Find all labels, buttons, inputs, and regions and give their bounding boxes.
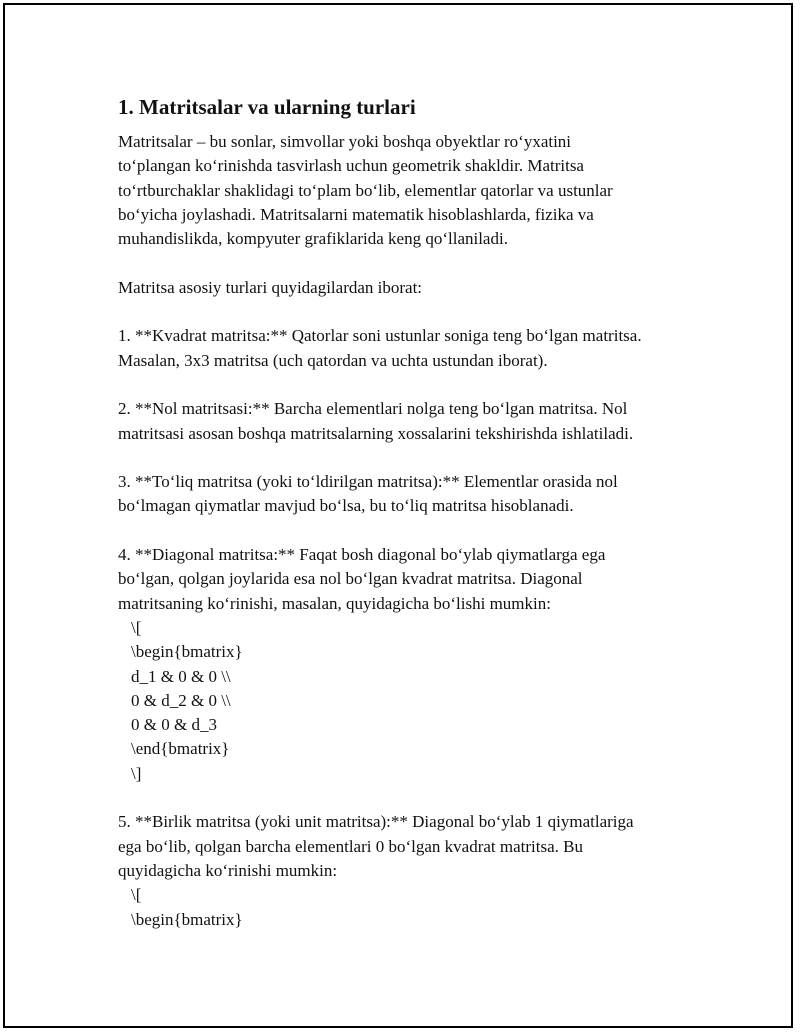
paragraph-line: to‘plangan ko‘rinishda tasvirlash uchun geometrik shakldir. Matritsa xyxy=(118,156,584,176)
paragraph-line: bo‘yicha joylashadi. Matritsalarni matematik hisoblashlarda, fizika va xyxy=(118,204,594,224)
blank-line xyxy=(118,446,718,470)
section-heading: 1. Matritsalar va ularning turlari xyxy=(118,95,416,119)
list-item-line: matritsasi asosan boshqa matritsalarning xossalarini tekshirishda ishlatiladi. xyxy=(118,423,634,443)
paragraph-line: muhandislikda, kompyuter grafiklarida keng qo‘llaniladi. xyxy=(118,229,508,249)
blank-line xyxy=(118,300,718,324)
latex-line: 0 & d_2 & 0 \\ xyxy=(131,690,231,710)
latex-line: \[ xyxy=(131,885,142,905)
blank-line xyxy=(118,251,718,275)
list-item-line: ega bo‘lib, qolgan barcha elementlari 0 bo‘lgan kvadrat matritsa. Bu xyxy=(118,836,583,856)
blank-line xyxy=(118,519,718,543)
paragraph-line: to‘rtburchaklar shaklidagi to‘plam bo‘lib, elementlar qatorlar va ustunlar xyxy=(118,180,613,200)
paragraph-line: Matritsalar – bu sonlar, simvollar yoki boshqa obyektlar ro‘yxatini xyxy=(118,132,572,151)
latex-line: \begin{bmatrix} xyxy=(131,909,243,929)
latex-line: \begin{bmatrix} xyxy=(131,642,243,662)
latex-line: d_1 & 0 & 0 \\ xyxy=(131,666,231,686)
list-item-line: Masalan, 3x3 matritsa (uch qatordan va uchta ustundan iborat). xyxy=(118,350,548,370)
document-body xyxy=(118,93,718,932)
list-item-line: 2. **Nol matritsasi:** Barcha elementlari nolga teng bo‘lgan matritsa. Nol xyxy=(118,399,628,419)
list-item-line: matritsaning ko‘rinishi, masalan, quyidagicha bo‘lishi mumkin: xyxy=(118,593,551,613)
list-item-line: 3. **To‘liq matritsa (yoki to‘ldirilgan matritsa):** Elementlar orasida nol xyxy=(118,472,618,492)
list-item-line: quyidagicha ko‘rinishi mumkin: xyxy=(118,860,338,880)
blank-line xyxy=(118,373,718,397)
list-item-line: 4. **Diagonal matritsa:** Faqat bosh diagonal bo‘ylab qiymatlarga ega xyxy=(118,545,606,565)
list-item-line: bo‘lgan, qolgan joylarida esa nol bo‘lgan kvadrat matritsa. Diagonal xyxy=(118,569,583,589)
latex-line: 0 & 0 & d_3 xyxy=(131,715,217,735)
latex-line: \end{bmatrix} xyxy=(131,739,230,759)
list-item-line: bo‘lmagan qiymatlar mavjud bo‘lsa, bu to‘liq matritsa hisoblanadi. xyxy=(118,496,574,516)
list-item-line: 5. **Birlik matritsa (yoki unit matritsa):** Diagonal bo‘ylab 1 qiymatlariga xyxy=(118,812,634,832)
latex-line: \[ xyxy=(131,617,142,637)
paragraph-line: Matritsa asosiy turlari quyidagilardan iborat: xyxy=(118,277,423,297)
latex-line: \] xyxy=(131,763,142,783)
list-item-line: 1. **Kvadrat matritsa:** Qatorlar soni ustunlar soniga teng bo‘lgan matritsa. xyxy=(118,326,642,346)
blank-line xyxy=(118,786,718,810)
